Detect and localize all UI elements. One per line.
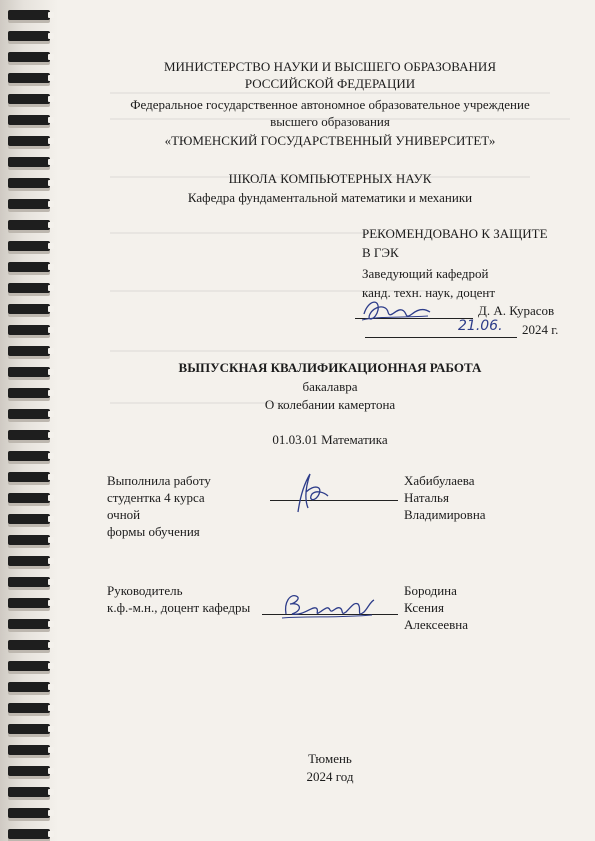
footer-year: 2024 год xyxy=(306,769,354,784)
binding-ring xyxy=(8,640,50,650)
author-first-name: Наталья xyxy=(404,490,449,505)
binding-ring xyxy=(8,52,50,62)
supervisor-signature xyxy=(278,588,378,622)
binding-ring xyxy=(8,577,50,587)
binding-ring xyxy=(8,556,50,566)
binding-ring xyxy=(8,808,50,818)
binding-ring xyxy=(8,787,50,797)
approval-line-4: канд. техн. наук, доцент xyxy=(362,285,496,300)
binding-ring xyxy=(8,472,50,482)
binding-ring xyxy=(8,430,50,440)
binding-ring xyxy=(8,766,50,776)
binding-ring xyxy=(8,598,50,608)
binding-ring xyxy=(8,178,50,188)
author-surname: Хабибулаева xyxy=(404,473,475,488)
head-name: Д. А. Курасов xyxy=(478,303,555,318)
university-name: «ТЮМЕНСКИЙ ГОСУДАРСТВЕННЫЙ УНИВЕРСИТЕТ» xyxy=(164,133,496,148)
approval-line-1: РЕКОМЕНДОВАНО К ЗАЩИТЕ xyxy=(362,226,548,241)
ministry-line-2: РОССИЙСКОЙ ФЕДЕРАЦИИ xyxy=(244,76,416,91)
specialty: 01.03.01 Математика xyxy=(272,432,388,447)
binding-ring xyxy=(8,409,50,419)
supervisor-surname: Бородина xyxy=(404,583,457,598)
binding-ring xyxy=(8,94,50,104)
author-role-line-4: формы обучения xyxy=(107,524,200,539)
department-name: Кафедра фундаментальной математики и механики xyxy=(187,190,473,205)
date-line xyxy=(365,337,517,338)
binding-ring xyxy=(8,367,50,377)
binding-ring xyxy=(8,325,50,335)
binding-ring xyxy=(8,10,50,20)
binding-ring xyxy=(8,514,50,524)
binding-ring xyxy=(8,388,50,398)
binding-ring xyxy=(8,157,50,167)
binding-ring xyxy=(8,535,50,545)
author-role-line-3: очной xyxy=(107,507,141,522)
binding-ring xyxy=(8,283,50,293)
binding-ring xyxy=(8,724,50,734)
work-type: ВЫПУСКНАЯ КВАЛИФИКАЦИОННАЯ РАБОТА xyxy=(178,360,482,375)
binding-ring xyxy=(8,346,50,356)
binding-ring xyxy=(8,451,50,461)
approval-line-2: В ГЭК xyxy=(362,245,399,260)
binding-ring xyxy=(8,703,50,713)
spiral-binding xyxy=(0,0,58,841)
author-role-line-2: студентка 4 курса xyxy=(107,490,205,505)
thesis-topic: О колебании камертона xyxy=(264,397,396,412)
binding-ring xyxy=(8,619,50,629)
supervisor-role-line-2: к.ф.-м.н., доцент кафедры xyxy=(107,600,251,615)
approval-line-3: Заведующий кафедрой xyxy=(362,266,489,281)
binding-ring xyxy=(8,262,50,272)
binding-ring xyxy=(8,682,50,692)
binding-ring xyxy=(8,493,50,503)
binding-ring xyxy=(8,31,50,41)
degree: бакалавра xyxy=(302,379,358,394)
supervisor-role-line-1: Руководитель xyxy=(107,583,183,598)
head-signature xyxy=(358,294,438,326)
binding-ring xyxy=(8,136,50,146)
supervisor-patronymic: Алексеевна xyxy=(404,617,468,632)
supervisor-first-name: Ксения xyxy=(404,600,444,615)
binding-ring xyxy=(8,304,50,314)
bleed-through-line xyxy=(110,350,390,352)
binding-ring xyxy=(8,220,50,230)
school-name: ШКОЛА КОМПЬЮТЕРНЫХ НАУК xyxy=(228,171,432,186)
approval-year: 2024 г. xyxy=(522,322,559,337)
binding-ring xyxy=(8,73,50,83)
institution-line-1: Федеральное государственное автономное образовательное учреждение xyxy=(130,97,530,112)
binding-ring xyxy=(8,661,50,671)
author-role-line-1: Выполнила работу xyxy=(107,473,211,488)
author-signature xyxy=(284,468,334,516)
institution-line-2: высшего образования xyxy=(270,114,390,129)
author-patronymic: Владимировна xyxy=(404,507,486,522)
ministry-line-1: МИНИСТЕРСТВО НАУКИ И ВЫСШЕГО ОБРАЗОВАНИЯ xyxy=(163,59,496,74)
approval-date: 21.06. xyxy=(458,318,503,334)
binding-ring xyxy=(8,199,50,209)
city: Тюмень xyxy=(308,751,352,766)
binding-ring xyxy=(8,829,50,839)
binding-ring xyxy=(8,745,50,755)
binding-ring xyxy=(8,115,50,125)
binding-ring xyxy=(8,241,50,251)
bleed-through-line xyxy=(110,92,550,94)
